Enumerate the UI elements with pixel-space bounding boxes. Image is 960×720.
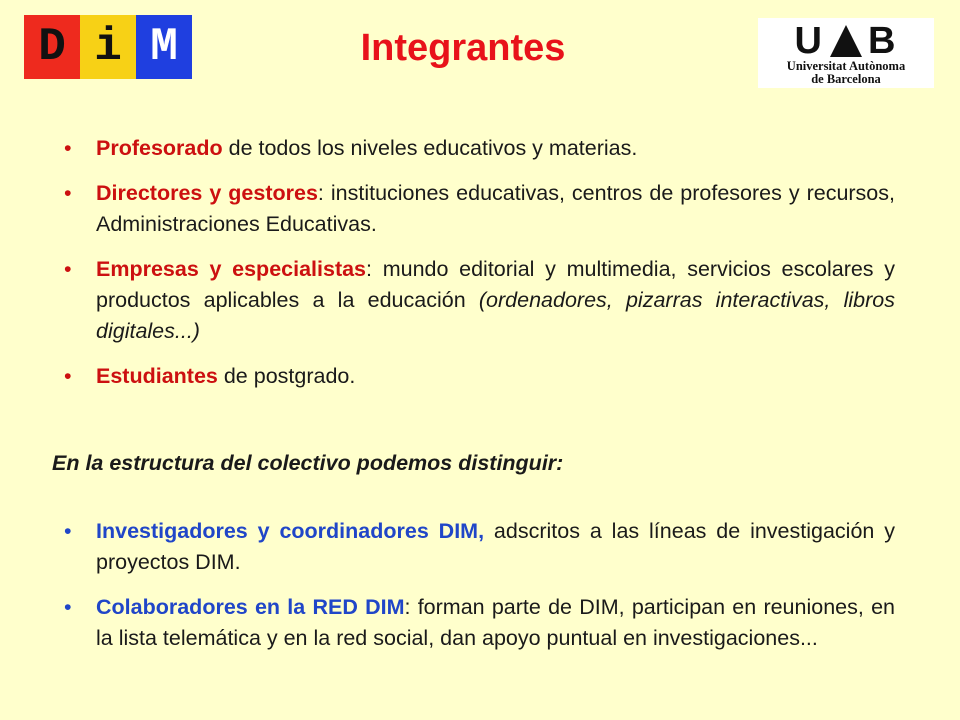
structure-list [64, 516, 895, 668]
item-keyword: Directores y gestores [96, 181, 318, 205]
uab-logo-a-mark-icon [830, 25, 862, 57]
item-text: adscritos a las líneas de investigación y proyectos DIM. [96, 519, 895, 574]
item-text: : forman parte de DIM, participan en reuniones, en la lista telemática y en la red social, dan apoyo puntual en investigaciones... [96, 595, 895, 650]
uab-logo-letter-u: U [794, 20, 824, 62]
members-list [64, 133, 895, 406]
uab-logo-letters [758, 22, 934, 60]
structure-heading: En la estructura del colectivo podemos distinguir: [52, 451, 564, 475]
list-item [64, 133, 895, 164]
list-item [64, 254, 895, 347]
list-item [64, 361, 895, 392]
dim-logo-letter-m: M [136, 15, 192, 79]
item-text: de todos los niveles educativos y materias. [222, 136, 638, 160]
item-text: : instituciones educativas, centros de profesores y recursos, Administraciones Educativas. [96, 181, 895, 236]
uab-logo [758, 18, 934, 88]
list-item [64, 178, 895, 240]
uab-logo-line-1: Universitat Autònoma [786, 59, 906, 73]
uab-logo-letter-b: B [868, 20, 898, 62]
list-item [64, 592, 895, 654]
item-keyword: Estudiantes [96, 364, 218, 388]
item-keyword: Investigadores y coordinadores DIM, [96, 519, 485, 543]
item-keyword: Colaboradores en la RED DIM [96, 595, 405, 619]
item-text: : mundo editorial y multimedia, servicios escolares y productos aplicables a la educación [96, 257, 896, 312]
item-italic-note: (ordenadores, pizarras interactivas, libros digitales...) [96, 288, 895, 343]
list-item [64, 516, 895, 578]
dim-logo-letter-i: i [80, 15, 136, 79]
page-title: Integrantes [360, 27, 566, 69]
uab-logo-line-2: de Barcelona [811, 72, 881, 86]
item-text: de postgrado. [217, 364, 356, 388]
item-keyword: Profesorado [96, 136, 223, 160]
item-keyword: Empresas y especialistas [96, 257, 367, 281]
dim-logo-letter-d: D [24, 15, 80, 79]
